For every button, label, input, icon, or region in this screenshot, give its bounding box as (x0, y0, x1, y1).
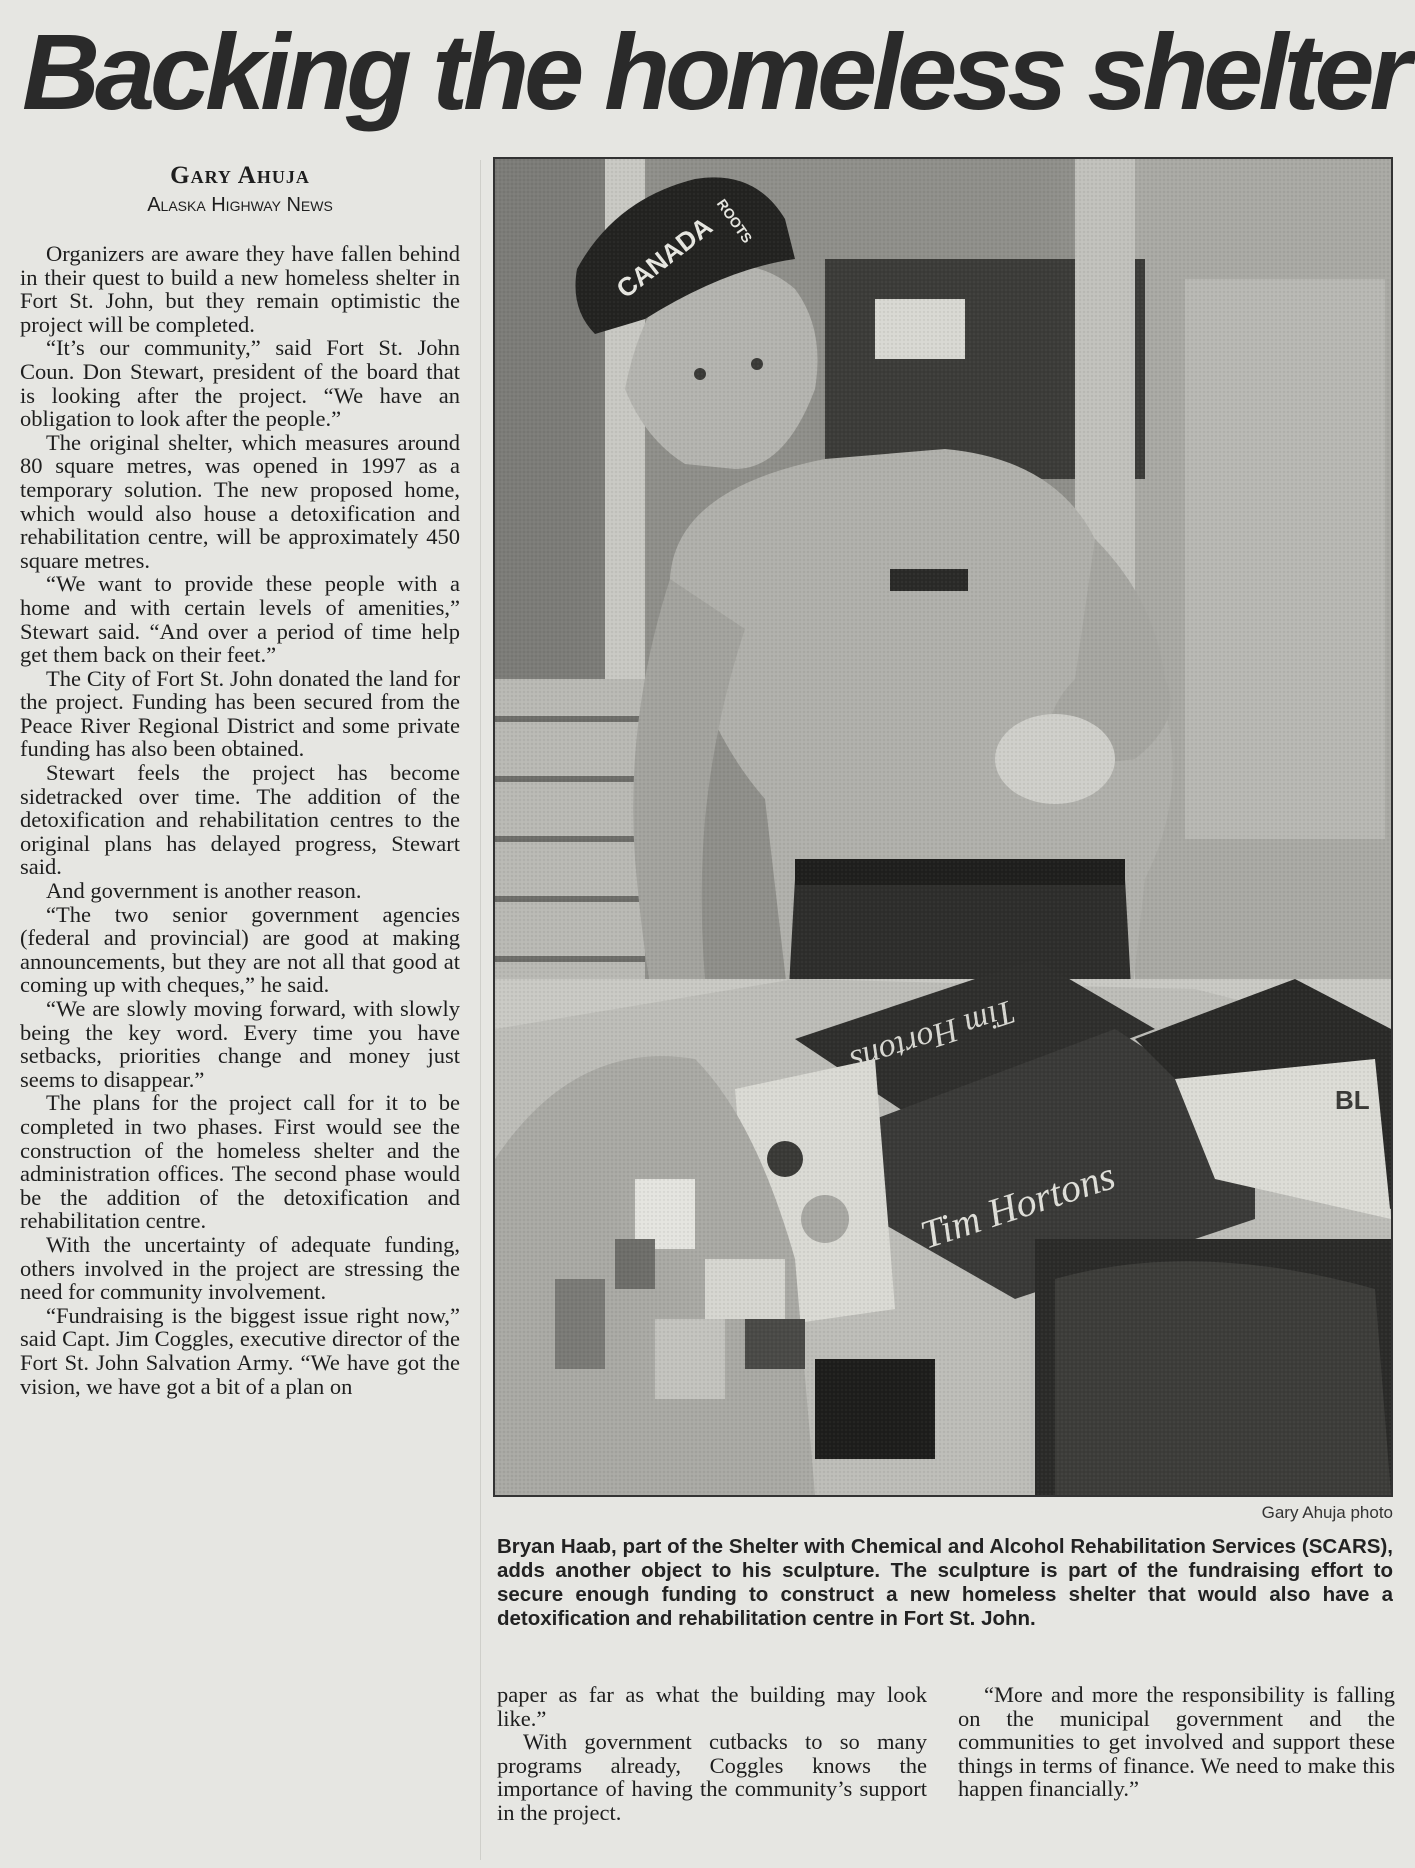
article-column-middle (497, 1683, 927, 1858)
photo-credit: Gary Ahuja photo (1261, 1503, 1393, 1522)
article-paragraph: The plans for the project call for it to be completed in two phases. First would see the construction of the homeless shelter and the administration offices. The second phase would be the addition of the detoxification and rehabilitation centre. (20, 1090, 460, 1234)
article-column-left (20, 242, 460, 1862)
column-divider (480, 160, 481, 1860)
photo-caption-text: Bryan Haab, part of the Shelter with Chemical and Alcohol Rehabilitation Services (SCARS), adds another object to his sculpture. The sculpture is part of the fundraising effort to secure enough funding to construct a new homeless shelter that would also have a detoxification and rehabilitation centre in Fort St. John. (497, 1535, 1393, 1630)
article-paragraph: The City of Fort St. John donated the land for the project. Funding has been secured from the Peace River Regional District and some private funding has also been obtained. (20, 665, 460, 762)
article-paragraph: With government cutbacks to so many programs already, Coggles knows the importance of having the community’s support in the project. (497, 1729, 927, 1825)
article-paragraph: “We want to provide these people with a home and with certain levels of amenities,” Stewart said. “And over a period of time help get them back on their feet.” (20, 571, 460, 668)
photo-caption (497, 1535, 1393, 1665)
article-paragraph: Organizers are aware they have fallen behind in their quest to build a new homeless shelter in Fort St. John, but they remain optimistic the project will be completed. (20, 242, 460, 337)
byline (20, 160, 460, 218)
article-paragraph: “Fundraising is the biggest issue right now,” said Capt. Jim Coggles, executive director of the Fort St. John Salvation Army. “We have got the vision, we have got a bit of a plan on (20, 1302, 460, 1399)
article-paragraph: paper as far as what the building may look like.” (497, 1683, 927, 1731)
byline-author: Gary Ahuja (170, 162, 310, 189)
article-paragraph: “The two senior government agencies (federal and provincial) are good at making announcements, but they are not all that good at coming up with cheques,” he said. (20, 901, 460, 998)
byline-publication: Alaska Highway News (147, 194, 333, 216)
article-paragraph: Stewart feels the project has become sidetracked over time. The addition of the detoxification and rehabilitation centres to the original plans has delayed progress, Stewart said. (20, 760, 460, 880)
news-photo (493, 157, 1393, 1497)
article-paragraph: “We are slowly moving forward, with slowly being the key word. Every time you have setbacks, priorities change and money just seems to disappear.” (20, 996, 460, 1092)
article-paragraph: And government is another reason. (46, 878, 362, 904)
article-paragraph: “More and more the responsibility is falling on the municipal government and the communities to get involved and support these things in terms of finance. We need to make this happen financially.” (958, 1683, 1395, 1802)
article-paragraph: With the uncertainty of adequate funding, others involved in the project are stressing the need for community involvement. (20, 1231, 460, 1305)
article-column-right (958, 1683, 1395, 1858)
article-paragraph: The original shelter, which measures around 80 square metres, was opened in 1997 as a temporary solution. The new proposed home, which would also house a detoxification and rehabilitation centre, will be approximately 450 square metres. (20, 429, 460, 573)
article-paragraph: “It’s our community,” said Fort St. John Coun. Don Stewart, president of the board that is looking after the project. “We have an obligation to look after the people.” (20, 335, 460, 432)
headline: Backing the homeless shelter (22, 11, 1407, 132)
